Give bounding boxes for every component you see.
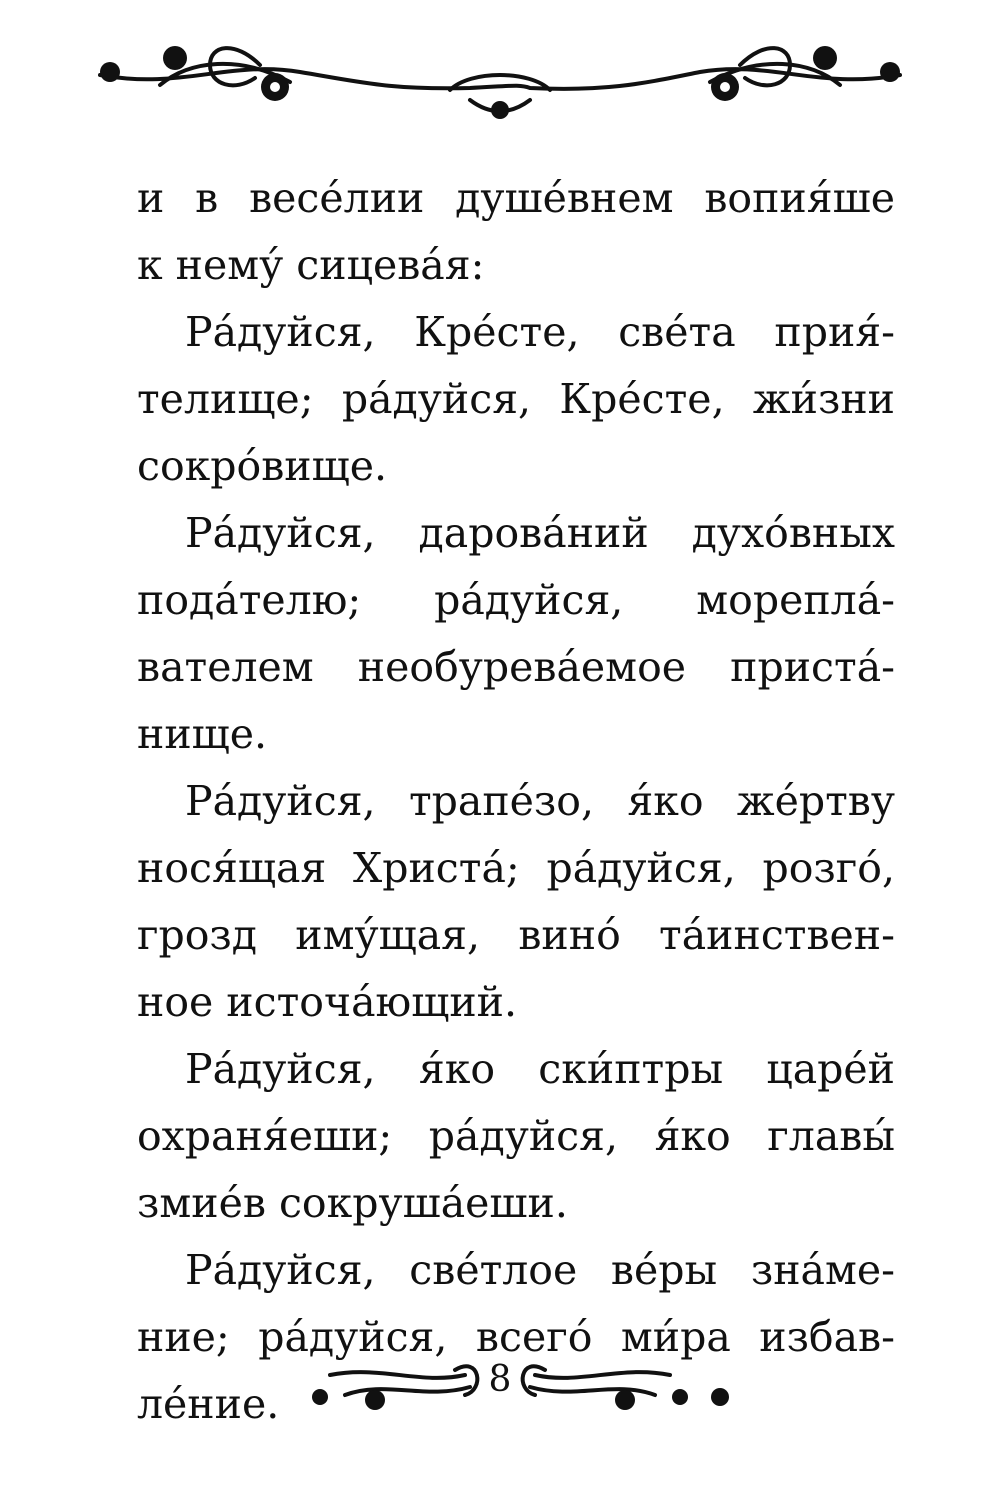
text-line: нося́щая Христа́; ра́дуйся, розго́, — [137, 844, 895, 892]
text-line: ное источа́ющий. — [137, 978, 518, 1026]
floral-header-ornament-icon — [0, 20, 1000, 130]
text-line: Ра́дуйся, трапе́зо, я́ко же́ртву — [185, 777, 895, 825]
body-text — [137, 165, 895, 1438]
text-line: Ра́дуйся, Кре́сте, све́та прия́- — [185, 308, 895, 356]
text-line: телище; ра́дуйся, Кре́сте, жи́зни — [137, 375, 895, 423]
text-line: Ра́дуйся, све́тлое ве́ры зна́ме- — [185, 1246, 895, 1294]
text-line: сокро́вище. — [137, 442, 388, 490]
text-line: грозд иму́щая, вино́ та́инствен- — [137, 911, 895, 959]
text-line: змие́в сокруша́еши. — [137, 1179, 568, 1227]
text-line: охраня́еши; ра́дуйся, я́ко главы́ — [137, 1112, 895, 1160]
text-line: вателем необурева́емое приста́- — [137, 643, 895, 691]
text-line: к нему́ сицева́я: — [137, 241, 485, 289]
text-line: пода́телю; ра́дуйся, морепла́- — [137, 576, 895, 624]
text-line: Ра́дуйся, дарова́ний духо́вных — [185, 509, 895, 557]
text-line: и в весе́лии душе́внем вопия́ше — [137, 174, 895, 222]
page-number: 8 — [488, 1359, 512, 1400]
text-line: нище. — [137, 710, 268, 758]
text-line: Ра́дуйся, я́ко ски́птры царе́й — [185, 1045, 895, 1093]
text-line: ние; ра́дуйся, всего́ ми́ра избав- — [137, 1313, 895, 1361]
text-line: ле́ние. — [137, 1380, 280, 1428]
